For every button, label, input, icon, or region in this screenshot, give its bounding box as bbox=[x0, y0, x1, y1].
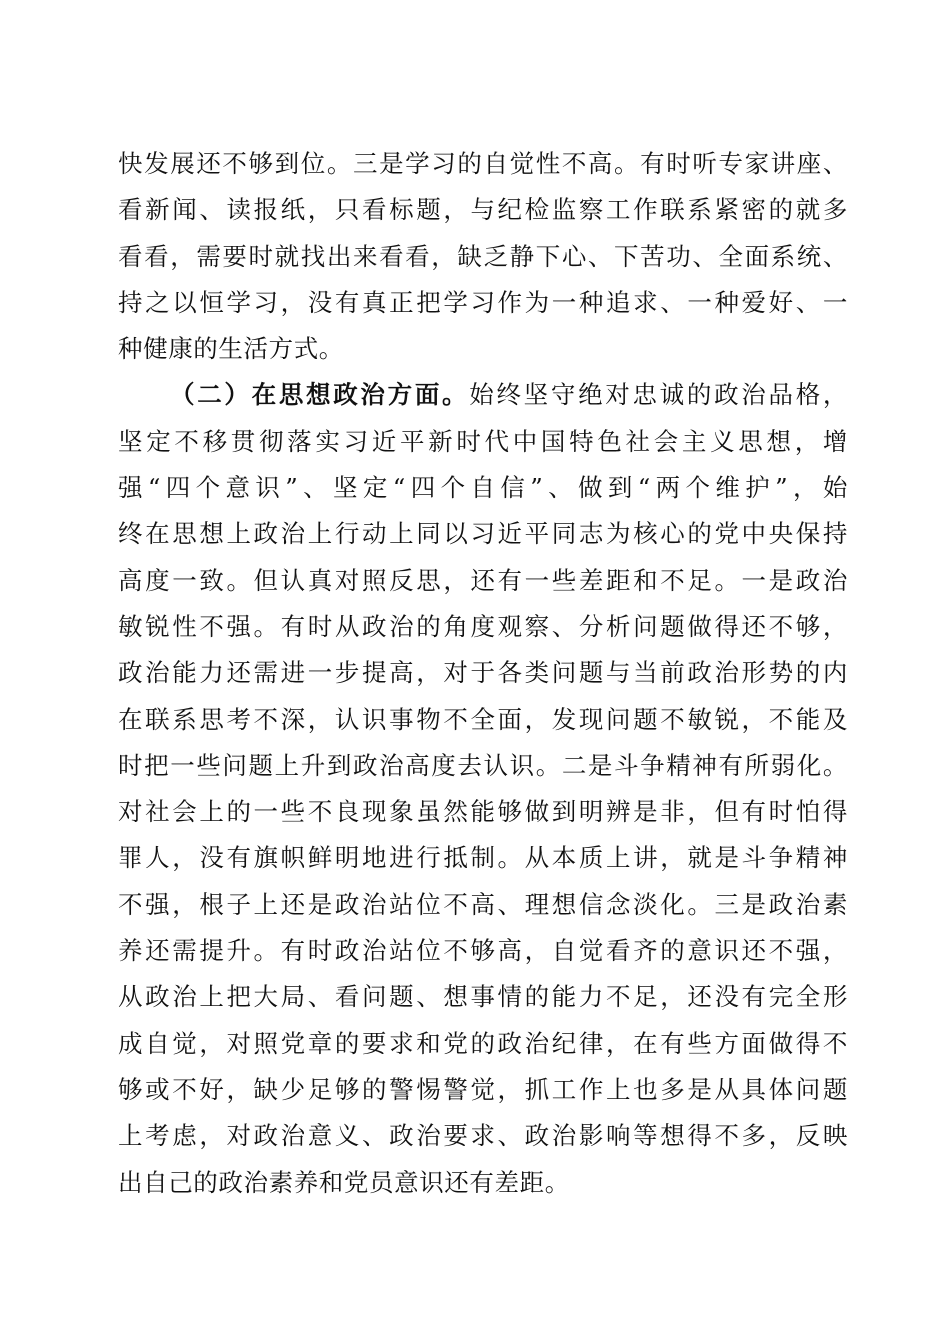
text-line: 看看，需要时就找出来看看，缺乏静下心、下苦功、全面系统、 bbox=[118, 241, 848, 271]
text-line: 养还需提升。有时政治站位不够高，自觉看齐的意识还不强， bbox=[118, 936, 848, 966]
text-line: 强“四个意识”、坚定“四个自信”、做到“两个维护”，始 bbox=[118, 473, 848, 503]
text-line: 持之以恒学习，没有真正把学习作为一种追求、一种爱好、一 bbox=[118, 287, 848, 317]
text-line: 对社会上的一些不良现象虽然能够做到明辨是非，但有时怕得 bbox=[118, 797, 848, 827]
text-line: 罪人，没有旗帜鲜明地进行抵制。从本质上讲，就是斗争精神 bbox=[118, 843, 848, 873]
document-body bbox=[118, 141, 848, 1206]
text-line: 高度一致。但认真对照反思，还有一些差距和不足。一是政治 bbox=[118, 565, 848, 595]
text-line: 够或不好，缺少足够的警惕警觉，抓工作上也多是从具体问题 bbox=[118, 1074, 848, 1104]
section-heading-line bbox=[118, 372, 848, 418]
text-line: 看新闻、读报纸，只看标题，与纪检监察工作联系紧密的就多 bbox=[118, 195, 848, 225]
text-line: 快发展还不够到位。三是学习的自觉性不高。有时听专家讲座、 bbox=[118, 149, 848, 178]
text-line: 终在思想上政治上行动上同以习近平同志为核心的党中央保持 bbox=[118, 519, 848, 549]
text-line: 敏锐性不强。有时从政治的角度观察、分析问题做得还不够， bbox=[118, 611, 848, 641]
text-line: 出自己的政治素养和党员意识还有差距。 bbox=[118, 1167, 570, 1197]
text-line: 时把一些问题上升到政治高度去认识。二是斗争精神有所弱化。 bbox=[118, 750, 848, 780]
text-line: 成自觉，对照党章的要求和党的政治纪律，在有些方面做得不 bbox=[118, 1028, 848, 1058]
text-line: 在联系思考不深，认识事物不全面，发现问题不敏锐，不能及 bbox=[118, 704, 848, 734]
text-line: 种健康的生活方式。 bbox=[118, 334, 344, 364]
text-line: 坚定不移贯彻落实习近平新时代中国特色社会主义思想，增 bbox=[118, 426, 848, 456]
text-line-continuation: 始终坚守绝对忠诚的政治品格， bbox=[469, 380, 848, 410]
text-line: 上考虑，对政治意义、政治要求、政治影响等想得不多，反映 bbox=[118, 1121, 848, 1151]
text-line: 从政治上把大局、看问题、想事情的能力不足，还没有完全形 bbox=[118, 982, 848, 1012]
text-line: 政治能力还需进一步提高，对于各类问题与当前政治形势的内 bbox=[118, 658, 848, 688]
section-heading: （二）在思想政治方面。 bbox=[170, 380, 470, 410]
text-line: 不强，根子上还是政治站位不高、理想信念淡化。三是政治素 bbox=[118, 889, 848, 919]
